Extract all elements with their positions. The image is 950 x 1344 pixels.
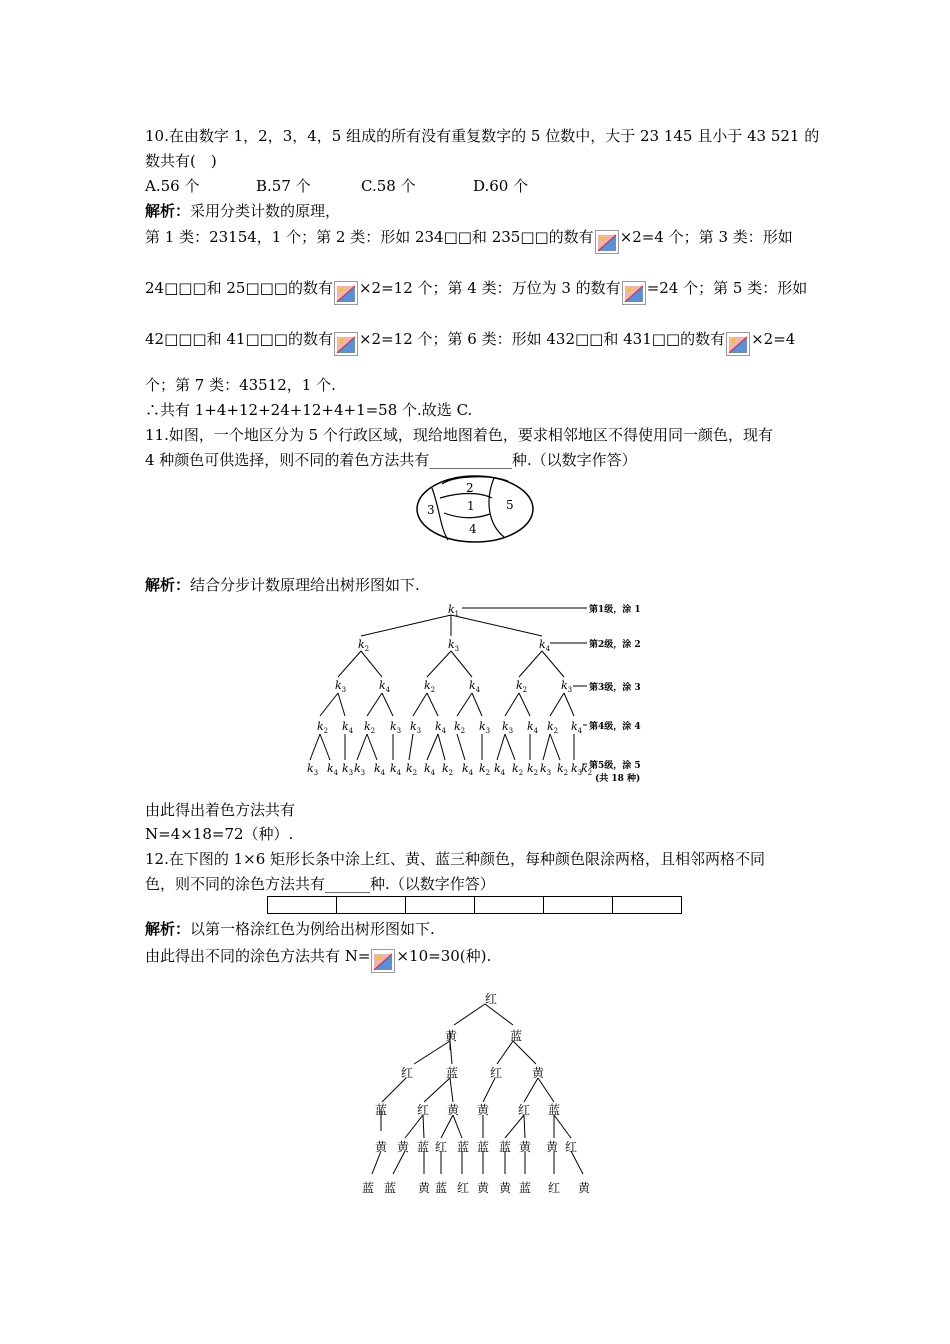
tree-node: $k_3$ [390, 720, 402, 735]
text-segment: ×2=4 [751, 330, 796, 348]
q10-jiexi [145, 201, 340, 221]
jiexi-text: 结合分步计数原理给出树形图如下. [190, 576, 420, 594]
text-segment: 第 1 类：23154，1 个；第 2 类：形如 234□□和 235□□的数有 [145, 228, 594, 246]
broken-image-icon [334, 281, 358, 305]
tree-node: $k_2$ [442, 762, 454, 777]
strip-cell [337, 897, 406, 913]
tree-node: 蓝 [547, 1103, 561, 1117]
strip-cell [613, 897, 681, 913]
q11-result-line2: N=4×18=72（种）. [145, 825, 294, 843]
tree-node: 黄 [545, 1140, 559, 1154]
level-labels [589, 603, 641, 784]
text-segment: ×10=30(种). [396, 947, 492, 965]
tree-node: $k_4$ [435, 720, 447, 735]
q11-stem-line1: 11.如图，一个地区分为 5 个行政区域，现给地图着色，要求相邻地区不得使用同一颜色，现有 [145, 426, 773, 444]
tree-node: 黄 [476, 1181, 490, 1195]
strip-cell [406, 897, 475, 913]
q10-stem-line1: 10.在由数字 1，2，3，4，5 组成的所有没有重复数字的 5 位数中，大于 23 145 且小于 43 521 的 [145, 127, 820, 145]
tree-node: 红 [547, 1181, 561, 1195]
tree-node: 黄 [374, 1140, 388, 1154]
level-label-5: 第5级，涂 5 [589, 761, 641, 771]
tree-node: $k_4$ [462, 762, 474, 777]
tree-node: $k_2$ [512, 762, 524, 777]
tree-node: 蓝 [416, 1140, 430, 1154]
region-label-2: 2 [466, 481, 474, 495]
text-segment: ×2=4 个；第 3 类：形如 [619, 228, 793, 246]
strip-cell [475, 897, 544, 913]
broken-image-icon [726, 332, 750, 356]
text-segment: ×2=12 个；第 6 类：形如 432□□和 431□□的数有 [358, 330, 726, 348]
tree-lines [310, 608, 587, 764]
option-a: A.56 个 [145, 177, 200, 195]
tree-node: $k_4$ [527, 720, 539, 735]
tree-node: 蓝 [509, 1029, 523, 1043]
region-map [410, 472, 540, 547]
tree-node: $k_2$ [557, 762, 569, 777]
broken-image-icon [371, 949, 395, 973]
q10-stem-line2: 数共有( ) [145, 152, 217, 170]
jiexi-text: 采用分类计数的原理， [190, 202, 341, 220]
broken-image-icon [622, 281, 646, 305]
broken-image-icon [595, 230, 619, 254]
color-tree-diagram [350, 988, 610, 1198]
tree-node: $k_2$ [317, 720, 329, 735]
tree-node: $k_4$ [469, 679, 481, 694]
region-label-3: 3 [427, 503, 435, 517]
tree-node: 蓝 [456, 1140, 470, 1154]
strip-cell [268, 897, 337, 913]
tree-node: 红 [564, 1140, 578, 1154]
q12-stem-line2: 色，则不同的涂色方法共有______种.（以数字作答） [145, 875, 495, 893]
tree-node: $k_2$ [479, 762, 491, 777]
tree-node: 蓝 [518, 1181, 532, 1195]
jiexi-label: 解析： [145, 576, 191, 594]
jiexi-label: 解析： [145, 920, 191, 938]
tree-node: 蓝 [383, 1181, 397, 1195]
tree-node: 黄 [518, 1140, 532, 1154]
tree-node: 红 [489, 1066, 503, 1080]
tree-node: $k_2$ [516, 679, 528, 694]
map-boundary [444, 513, 490, 518]
tree-node: 黄 [396, 1140, 410, 1154]
region-label-5: 5 [506, 498, 514, 512]
tree-node: 黄 [476, 1103, 490, 1117]
q10-conclusion: ∴共有 1+4+12+24+12+4+1=58 个.故选 C. [145, 401, 473, 419]
tree-nodes [307, 603, 592, 777]
tree-node: 蓝 [434, 1181, 448, 1195]
tree-node: 蓝 [361, 1181, 375, 1195]
option-d: D.60 个 [473, 177, 529, 195]
q10-solution-line1 [145, 227, 793, 254]
q12-result [145, 946, 491, 973]
q12-stem-line1: 12.在下图的 1×6 矩形长条中涂上红、黄、蓝三种颜色，每种颜色限涂两格，且相邻两格不同 [145, 850, 766, 868]
q10-solution-line2 [145, 278, 807, 305]
tree-nodes [362, 992, 591, 1195]
strip-cell [544, 897, 613, 913]
tree-node: $k_3$ [561, 679, 573, 694]
tree-node: 蓝 [498, 1140, 512, 1154]
region-label-4: 4 [469, 522, 477, 536]
text-segment: 由此得出不同的涂色方法共有 N= [145, 947, 371, 965]
tree-node: 黄 [417, 1181, 431, 1195]
tree-node: 红 [456, 1181, 470, 1195]
tree-node: 蓝 [476, 1140, 490, 1154]
k-tree-diagram [295, 598, 655, 790]
q11-result-line1: 由此得出着色方法共有 [145, 801, 296, 819]
tree-node: $k_2$ [581, 762, 593, 777]
tree-node: $k_4$ [379, 679, 391, 694]
tree-node: $k_2$ [424, 679, 436, 694]
tree-node: $k_3$ [307, 762, 319, 777]
text-segment: 42□□□和 41□□□的数有 [145, 330, 333, 348]
tree-node: $k_1$ [448, 603, 460, 618]
tree-node: 黄 [531, 1066, 545, 1080]
region-label-1: 1 [467, 499, 475, 513]
tree-node: $k_3$ [479, 720, 491, 735]
q10-solution-line4: 个；第 7 类：43512，1 个. [145, 376, 336, 394]
tree-node: 红 [434, 1140, 448, 1154]
tree-node: $k_3$ [571, 762, 583, 777]
jiexi-text: 以第一格涂红色为例给出树形图如下. [190, 920, 435, 938]
text-segment: 24□□□和 25□□□的数有 [145, 279, 333, 297]
level-label-3: 第3级，涂 3 [589, 683, 641, 693]
tree-node: $k_4$ [571, 720, 583, 735]
tree-node: 黄 [577, 1181, 591, 1195]
tree-node: $k_4$ [424, 762, 436, 777]
tree-node: 黄 [498, 1181, 512, 1195]
strip-1x6 [267, 896, 682, 914]
tree-node: $k_3$ [335, 679, 347, 694]
level-label-2: 第2级，涂 2 [589, 640, 641, 650]
tree-node: 红 [400, 1066, 414, 1080]
tree-node: 红 [517, 1103, 531, 1117]
q11-jiexi [145, 575, 420, 595]
tree-node: 黄 [446, 1103, 460, 1117]
tree-node: 蓝 [445, 1066, 459, 1080]
level-label-total: (共 18 种) [595, 774, 641, 784]
tree-node: $k_4$ [539, 638, 551, 653]
tree-node: 蓝 [374, 1103, 388, 1117]
level-label-4: 第4级，涂 4 [589, 722, 641, 732]
tree-node: $k_2$ [454, 720, 466, 735]
tree-node: $k_3$ [448, 638, 460, 653]
tree-node: 红 [484, 992, 498, 1006]
jiexi-label: 解析： [145, 202, 191, 220]
option-b: B.57 个 [256, 177, 311, 195]
tree-node: $k_2$ [547, 720, 559, 735]
tree-node: 红 [416, 1103, 430, 1117]
option-c: C.58 个 [361, 177, 416, 195]
q11-stem-line2: 4 种颜色可供选择，则不同的着色方法共有___________种.（以数字作答） [145, 451, 637, 469]
tree-node: $k_3$ [410, 720, 422, 735]
text-segment: ×2=12 个；第 4 类：万位为 3 的数有 [358, 279, 621, 297]
tree-node: $k_3$ [354, 762, 366, 777]
q10-solution-line3 [145, 329, 795, 356]
tree-node: $k_4$ [342, 720, 354, 735]
map-boundary [489, 478, 504, 537]
tree-node: $k_2$ [406, 762, 418, 777]
tree-node: $k_4$ [494, 762, 506, 777]
q12-jiexi [145, 919, 435, 939]
tree-node: $k_2$ [364, 720, 376, 735]
tree-node: $k_3$ [502, 720, 514, 735]
tree-node: $k_4$ [374, 762, 386, 777]
tree-node: $k_2$ [358, 638, 370, 653]
broken-image-icon [334, 332, 358, 356]
text-segment: =24 个；第 5 类：形如 [646, 279, 808, 297]
level-label-1: 第1级，涂 1 [589, 605, 641, 615]
tree-node: $k_4$ [390, 762, 402, 777]
tree-node: 黄 [444, 1029, 458, 1043]
tree-node: $k_2$ [527, 762, 539, 777]
tree-node: $k_3$ [342, 762, 354, 777]
tree-node: $k_3$ [540, 762, 552, 777]
tree-node: $k_4$ [327, 762, 339, 777]
